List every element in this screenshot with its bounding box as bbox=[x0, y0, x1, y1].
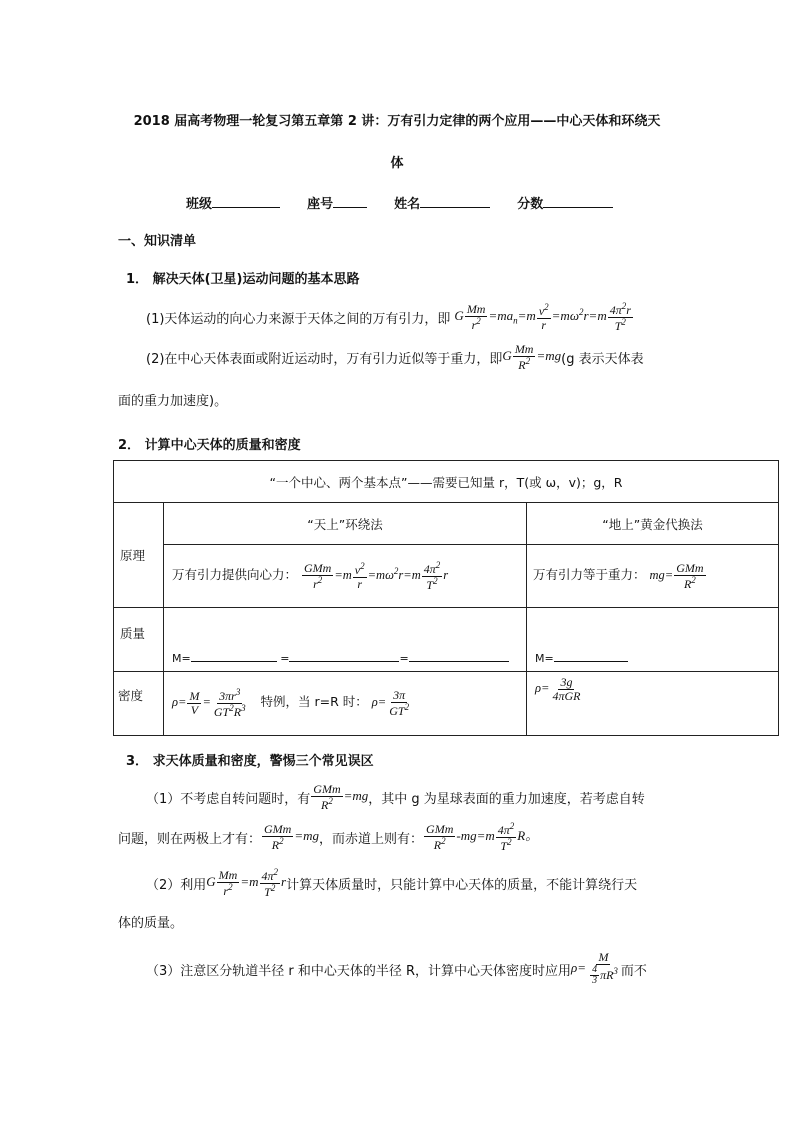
item1-p2-text: (2)在中心天体表面或附近运动时，万有引力近似等于重力，即 bbox=[146, 351, 503, 367]
formula-density-ground: ρ= $\frac{3g}{\text{4πGR}}$ bbox=[535, 675, 581, 703]
score-blank[interactable] bbox=[543, 195, 613, 208]
item3-p1 bbox=[146, 780, 645, 814]
item3-p1-text-c: 问题，则在两极上才有： bbox=[118, 831, 262, 847]
formula-no-rotation: $\frac{\text{GMm}}{R^2}$ =mg bbox=[313, 781, 369, 812]
mass-sky-label: M= bbox=[172, 652, 191, 665]
formula-surface: G $\frac{Mm}{R^2}$ =mg bbox=[502, 341, 562, 372]
item1-heading: 1． 解决天体(卫星)运动问题的基本思路 bbox=[126, 272, 360, 287]
mass-eq1: = bbox=[280, 652, 290, 665]
formula-density-sphere: ρ= M $\frac{4}{3}$ $\pi R^3$ bbox=[571, 950, 618, 987]
item3-p1-text-d: ，而赤道上则有： bbox=[319, 831, 424, 847]
seat-label: 座号 bbox=[307, 197, 334, 212]
item3-p3 bbox=[146, 944, 647, 994]
formula-density-special: ρ= $\frac{3\pi}{GT^2}$ bbox=[371, 688, 410, 718]
mass-ground-cell bbox=[527, 608, 779, 672]
page-title: 2018 届高考物理一轮复习第五章第 2 讲：万有引力定律的两个应用——中心天体和环绕天 bbox=[133, 114, 661, 129]
class-label: 班级 bbox=[186, 197, 213, 212]
mass-blank-1[interactable] bbox=[191, 649, 277, 662]
item3-heading: 3． 求天体质量和密度，警惕三个常见误区 bbox=[126, 754, 374, 769]
item2-heading: 2． 计算中心天体的质量和密度 bbox=[118, 438, 301, 453]
class-blank[interactable] bbox=[212, 195, 280, 208]
mass-blank-2[interactable] bbox=[289, 649, 399, 662]
item1-p1-text: (1)天体运动的向心力来源于天体之间的万有引力，即 bbox=[146, 311, 451, 327]
ground-principle-cell bbox=[527, 545, 779, 608]
density-ground-cell bbox=[527, 672, 779, 736]
sky-principle-text: 万有引力提供向心力： bbox=[172, 566, 298, 582]
density-special-text: 特例，当 r=R 时： bbox=[260, 694, 368, 710]
seat-blank[interactable] bbox=[333, 195, 367, 208]
sky-principle-cell bbox=[164, 545, 527, 608]
item3-p2-text-b: 计算天体质量时，只能计算中心天体的质量，不能计算绕行天 bbox=[286, 877, 638, 893]
page-title-cont: 体 bbox=[390, 156, 404, 171]
col-ground-header: “地上”黄金代换法 bbox=[527, 503, 779, 545]
item3-p1-cont bbox=[118, 820, 538, 854]
row-density-label: 密度 bbox=[114, 672, 164, 736]
item3-p1-text-a: （1）不考虑自转问题时，有 bbox=[146, 791, 311, 807]
row-mass-label: 质量 bbox=[114, 608, 164, 672]
row-principle-label: 原理 bbox=[114, 503, 164, 608]
mass-eq2: = bbox=[399, 652, 409, 665]
formula-orbit: G $\frac{Mm}{r^2}$ $=ma_n=m$ $\frac{v^2}{r}$ $=m\omega^2r=m$ $\frac{4\pi^2r}{T^2}$ bbox=[454, 300, 631, 333]
ground-principle-text: 万有引力等于重力： bbox=[533, 566, 646, 582]
item1-p2-cont: 面的重力加速度)。 bbox=[118, 394, 228, 409]
formula-equator: $\frac{\text{GMm}}{R^2}$ -mg=m $\frac{4\pi^2}{T^2}$ R。 bbox=[426, 820, 539, 853]
density-sky-cell bbox=[164, 672, 527, 736]
item3-p1-text-b: ，其中 g 为星球表面的重力加速度，若考虑自转 bbox=[368, 791, 645, 807]
mass-sky-cell bbox=[164, 608, 527, 672]
mass-ground-label: M= bbox=[535, 652, 554, 665]
formula-mass-calc: G $\frac{Mm}{r^2}$ =m $\frac{4\pi^2}{T^2}$ r bbox=[206, 866, 287, 899]
col-sky-header: “天上”环绕法 bbox=[164, 503, 527, 545]
score-label: 分数 bbox=[517, 197, 544, 212]
name-label: 姓名 bbox=[394, 197, 421, 212]
mass-density-table bbox=[113, 460, 779, 736]
mass-blank-4[interactable] bbox=[554, 649, 628, 662]
item3-p2-text-a: （2）利用 bbox=[146, 877, 207, 893]
item3-p3-text-a: （3）注意区分轨道半径 r 和中心天体的半径 R，计算中心天体密度时应用 bbox=[146, 963, 572, 979]
formula-gravity: mg= $\frac{\text{GMm}}{R^2}$ bbox=[649, 560, 704, 591]
section-heading: 一、知识清单 bbox=[118, 234, 197, 249]
item1-p2 bbox=[146, 340, 644, 374]
item3-p3-text-b: 而不 bbox=[620, 963, 647, 979]
formula-density: ρ= $\frac{M}{V}$ = $\frac{3\pi r^3}{GT^2R^3}$ bbox=[172, 687, 246, 719]
item3-p2-cont: 体的质量。 bbox=[118, 916, 184, 931]
mass-blank-3[interactable] bbox=[409, 649, 509, 662]
formula-centripetal: $\frac{\text{GMm}}{r^2}$ =m $\frac{v^2}{r}$ $=m\omega^2r=m$ $\frac{4\pi^2}{T^2}$ r bbox=[304, 559, 449, 592]
item1-p1 bbox=[146, 300, 634, 334]
formula-poles: $\frac{\text{GMm}}{R^2}$ =mg bbox=[264, 821, 320, 852]
name-blank[interactable] bbox=[420, 195, 490, 208]
item1-p2-tail: (g 表示天体表 bbox=[561, 351, 644, 367]
item3-p2 bbox=[146, 866, 637, 900]
table-top-row: “一个中心、两个基本点”——需要已知量 r，T(或 ω，v)；g，R bbox=[114, 461, 779, 503]
info-line bbox=[186, 193, 613, 212]
